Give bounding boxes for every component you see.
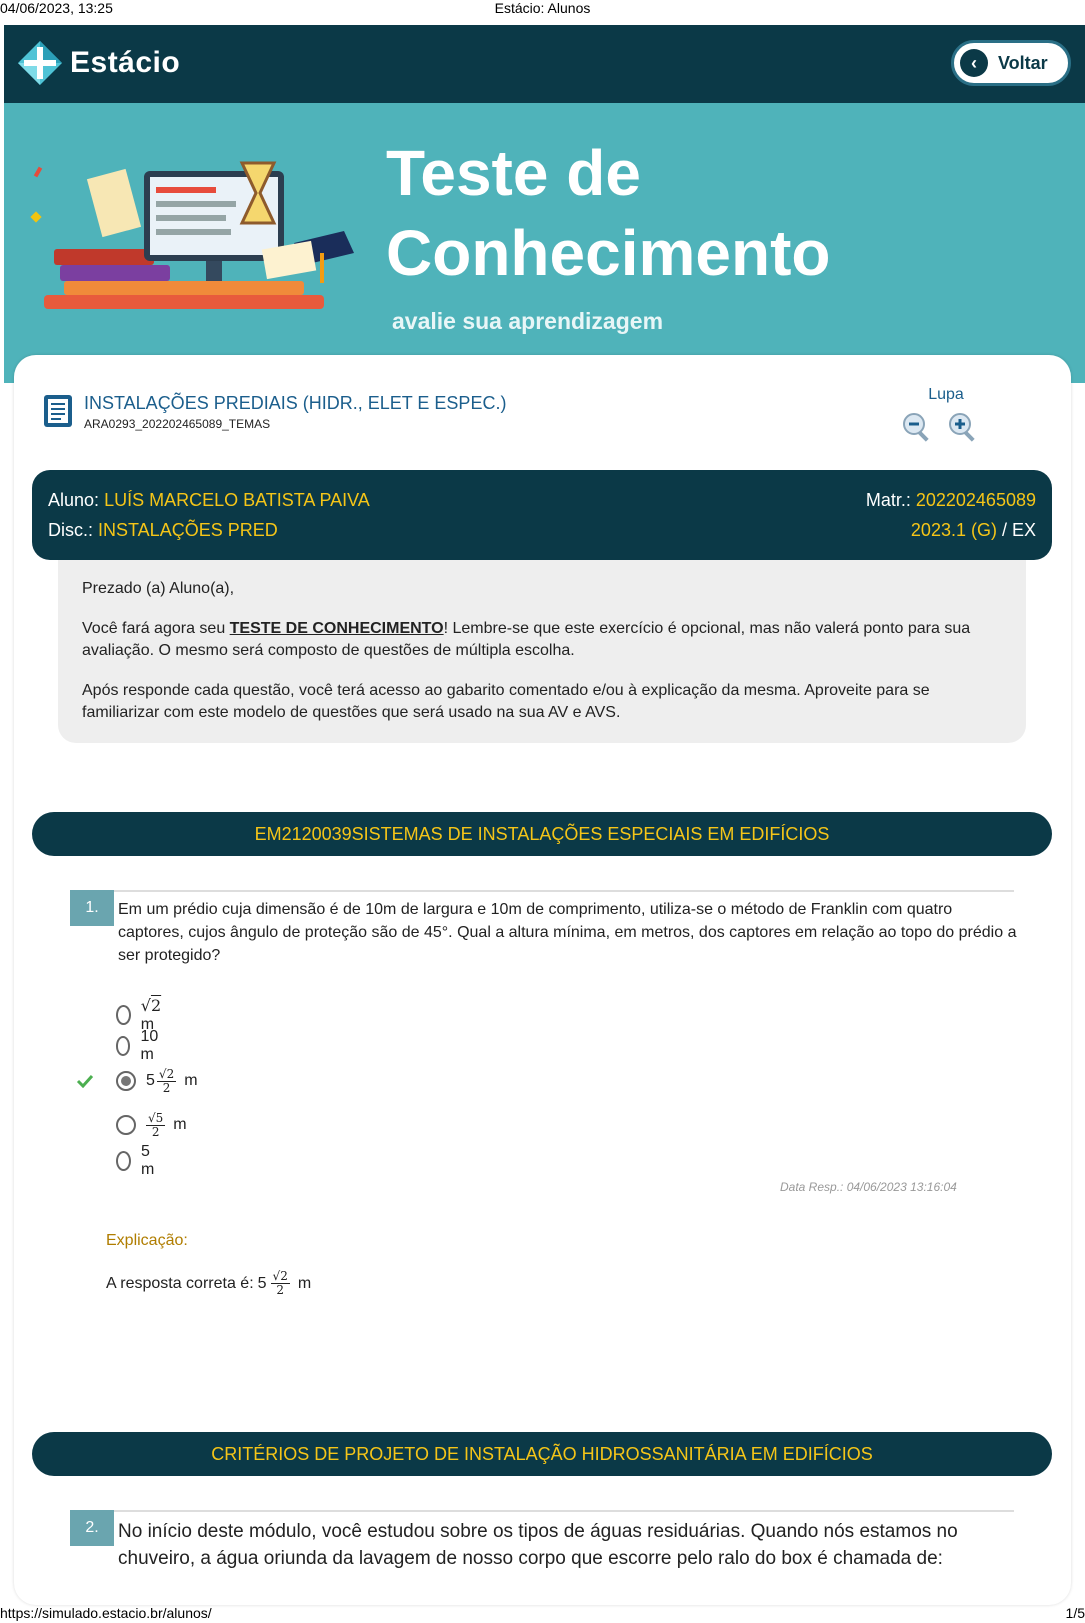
print-datetime: 04/06/2023, 13:25 xyxy=(0,0,113,16)
hero-title xyxy=(386,133,830,293)
back-button-label: Voltar xyxy=(998,52,1048,73)
lupa-label: Lupa xyxy=(928,386,964,403)
estacio-logo-icon xyxy=(16,39,64,87)
option-label: 10 m xyxy=(140,1028,159,1063)
back-button[interactable] xyxy=(951,40,1071,86)
period-value: 2023.1 (G) xyxy=(910,520,997,540)
instructions-p2: Após responde cada questão, você terá acesso ao gabarito comentado e/ou à explicação da mesma. Aproveite para se familiarizar com este modelo de questões que será usado na sua AV e AVS. xyxy=(82,682,930,721)
top-navbar xyxy=(4,25,1085,103)
estacio-logo[interactable] xyxy=(16,39,180,87)
option-label: $\frac{√5}{2}$ m xyxy=(148,1110,187,1139)
question-number: 1. xyxy=(70,890,114,926)
test-highlight: TESTE DE CONHECIMENTO xyxy=(229,620,444,637)
print-footer xyxy=(0,1605,1085,1623)
period-field xyxy=(911,520,1036,541)
divider xyxy=(114,1510,1014,1512)
option-5[interactable] xyxy=(86,1143,159,1178)
instructions-box xyxy=(58,560,1026,743)
answer-date: Data Resp.: 04/06/2023 13:16:04 xyxy=(780,1180,957,1194)
section-title-bar: EM2120039SISTEMAS DE INSTALAÇÕES ESPECIAIS EM EDIFÍCIOS xyxy=(32,812,1052,856)
matr-value: 202202465089 xyxy=(915,490,1036,510)
section-title-bar: CRITÉRIOS DE PROJETO DE INSTALAÇÃO HIDROSSANITÁRIA EM EDIFÍCIOS xyxy=(32,1432,1052,1476)
explanation-label: Explicação: xyxy=(106,1232,188,1249)
disc-label: Disc.: xyxy=(48,520,93,540)
option-4[interactable] xyxy=(86,1110,187,1140)
print-page-count: 1/5 xyxy=(1065,1605,1085,1621)
option-radio[interactable] xyxy=(116,1151,131,1171)
disc-value: INSTALAÇÕES PRED xyxy=(98,520,278,540)
option-label: 5 $\frac{√2}{2}$ m xyxy=(146,1066,198,1095)
instructions-p1: Você fará agora seu TESTE DE CONHECIMENTO! Lembre-se que este exercício é opcional, mas não valerá ponto para sua avaliação. O mesmo será composto de questões de múltipla escolha. xyxy=(82,620,971,659)
print-header xyxy=(0,0,1085,18)
document-list-icon xyxy=(42,393,74,429)
zoom-in-icon[interactable] xyxy=(946,410,980,444)
study-illustration xyxy=(24,153,364,323)
print-page-title: Estácio: Alunos xyxy=(494,0,591,16)
brand-name: Estácio xyxy=(70,46,181,79)
question-number: 2. xyxy=(70,1510,114,1546)
greeting: Prezado (a) Aluno(a), xyxy=(82,580,235,597)
matr-label: Matr.: xyxy=(865,490,911,510)
explanation-text: A resposta correta é: 5 $\frac{√2}{2}$ m xyxy=(106,1269,312,1297)
matr-field xyxy=(866,490,1036,511)
aluno-value: LUÍS MARCELO BATISTA PAIVA xyxy=(104,490,370,510)
question-2 xyxy=(70,1510,1014,1580)
aluno-label: Aluno: xyxy=(48,490,100,510)
hero-title-line2: Conhecimento xyxy=(386,217,831,289)
course-title: INSTALAÇÕES PREDIAIS (HIDR., ELET E ESPEC.) xyxy=(84,393,507,413)
option-1[interactable] xyxy=(86,996,166,1033)
option-radio-selected[interactable] xyxy=(116,1071,136,1091)
option-radio[interactable] xyxy=(116,1036,130,1056)
hero-title-line1: Teste de xyxy=(386,137,641,209)
period-suffix: / EX xyxy=(1001,520,1036,540)
hero-subtitle: avalie sua aprendizagem xyxy=(392,308,664,334)
print-url: https://simulado.estacio.br/alunos/ xyxy=(0,1605,212,1621)
disc-field xyxy=(48,520,278,541)
course-code: ARA0293_202202465089_TEMAS xyxy=(84,417,271,431)
option-radio[interactable] xyxy=(116,1005,131,1025)
aluno-field xyxy=(48,490,370,511)
option-radio[interactable] xyxy=(116,1115,136,1135)
question-text: Em um prédio cuja dimensão é de 10m de largura e 10m de comprimento, utiliza-se o método de Franklin com quatro captores, cujos ângulo de proteção são de 45°. Qual a altura mínima, em metros, dos captores em relação ao topo do prédio a ser protegido? xyxy=(118,901,1017,964)
question-1 xyxy=(70,890,1017,970)
option-label: 5 m xyxy=(141,1143,155,1178)
question-text: No início deste módulo, você estudou sobre os tipos de águas residuárias. Quando nós estamos no chuveiro, a água oriunda da lavagem de nosso corpo que escorre pelo ralo do box é chamada de: xyxy=(118,1521,958,1569)
option-label: √2 m xyxy=(140,996,162,1033)
zoom-controls xyxy=(896,386,996,444)
divider xyxy=(114,890,1014,892)
student-info-bar xyxy=(32,470,1052,560)
hero-banner xyxy=(4,103,1085,383)
course-header xyxy=(42,393,506,431)
correct-check-icon xyxy=(76,1074,94,1088)
zoom-out-icon[interactable] xyxy=(900,410,934,444)
option-2[interactable] xyxy=(86,1028,164,1063)
option-3[interactable] xyxy=(86,1066,198,1096)
chevron-left-icon: ‹ xyxy=(960,49,988,77)
